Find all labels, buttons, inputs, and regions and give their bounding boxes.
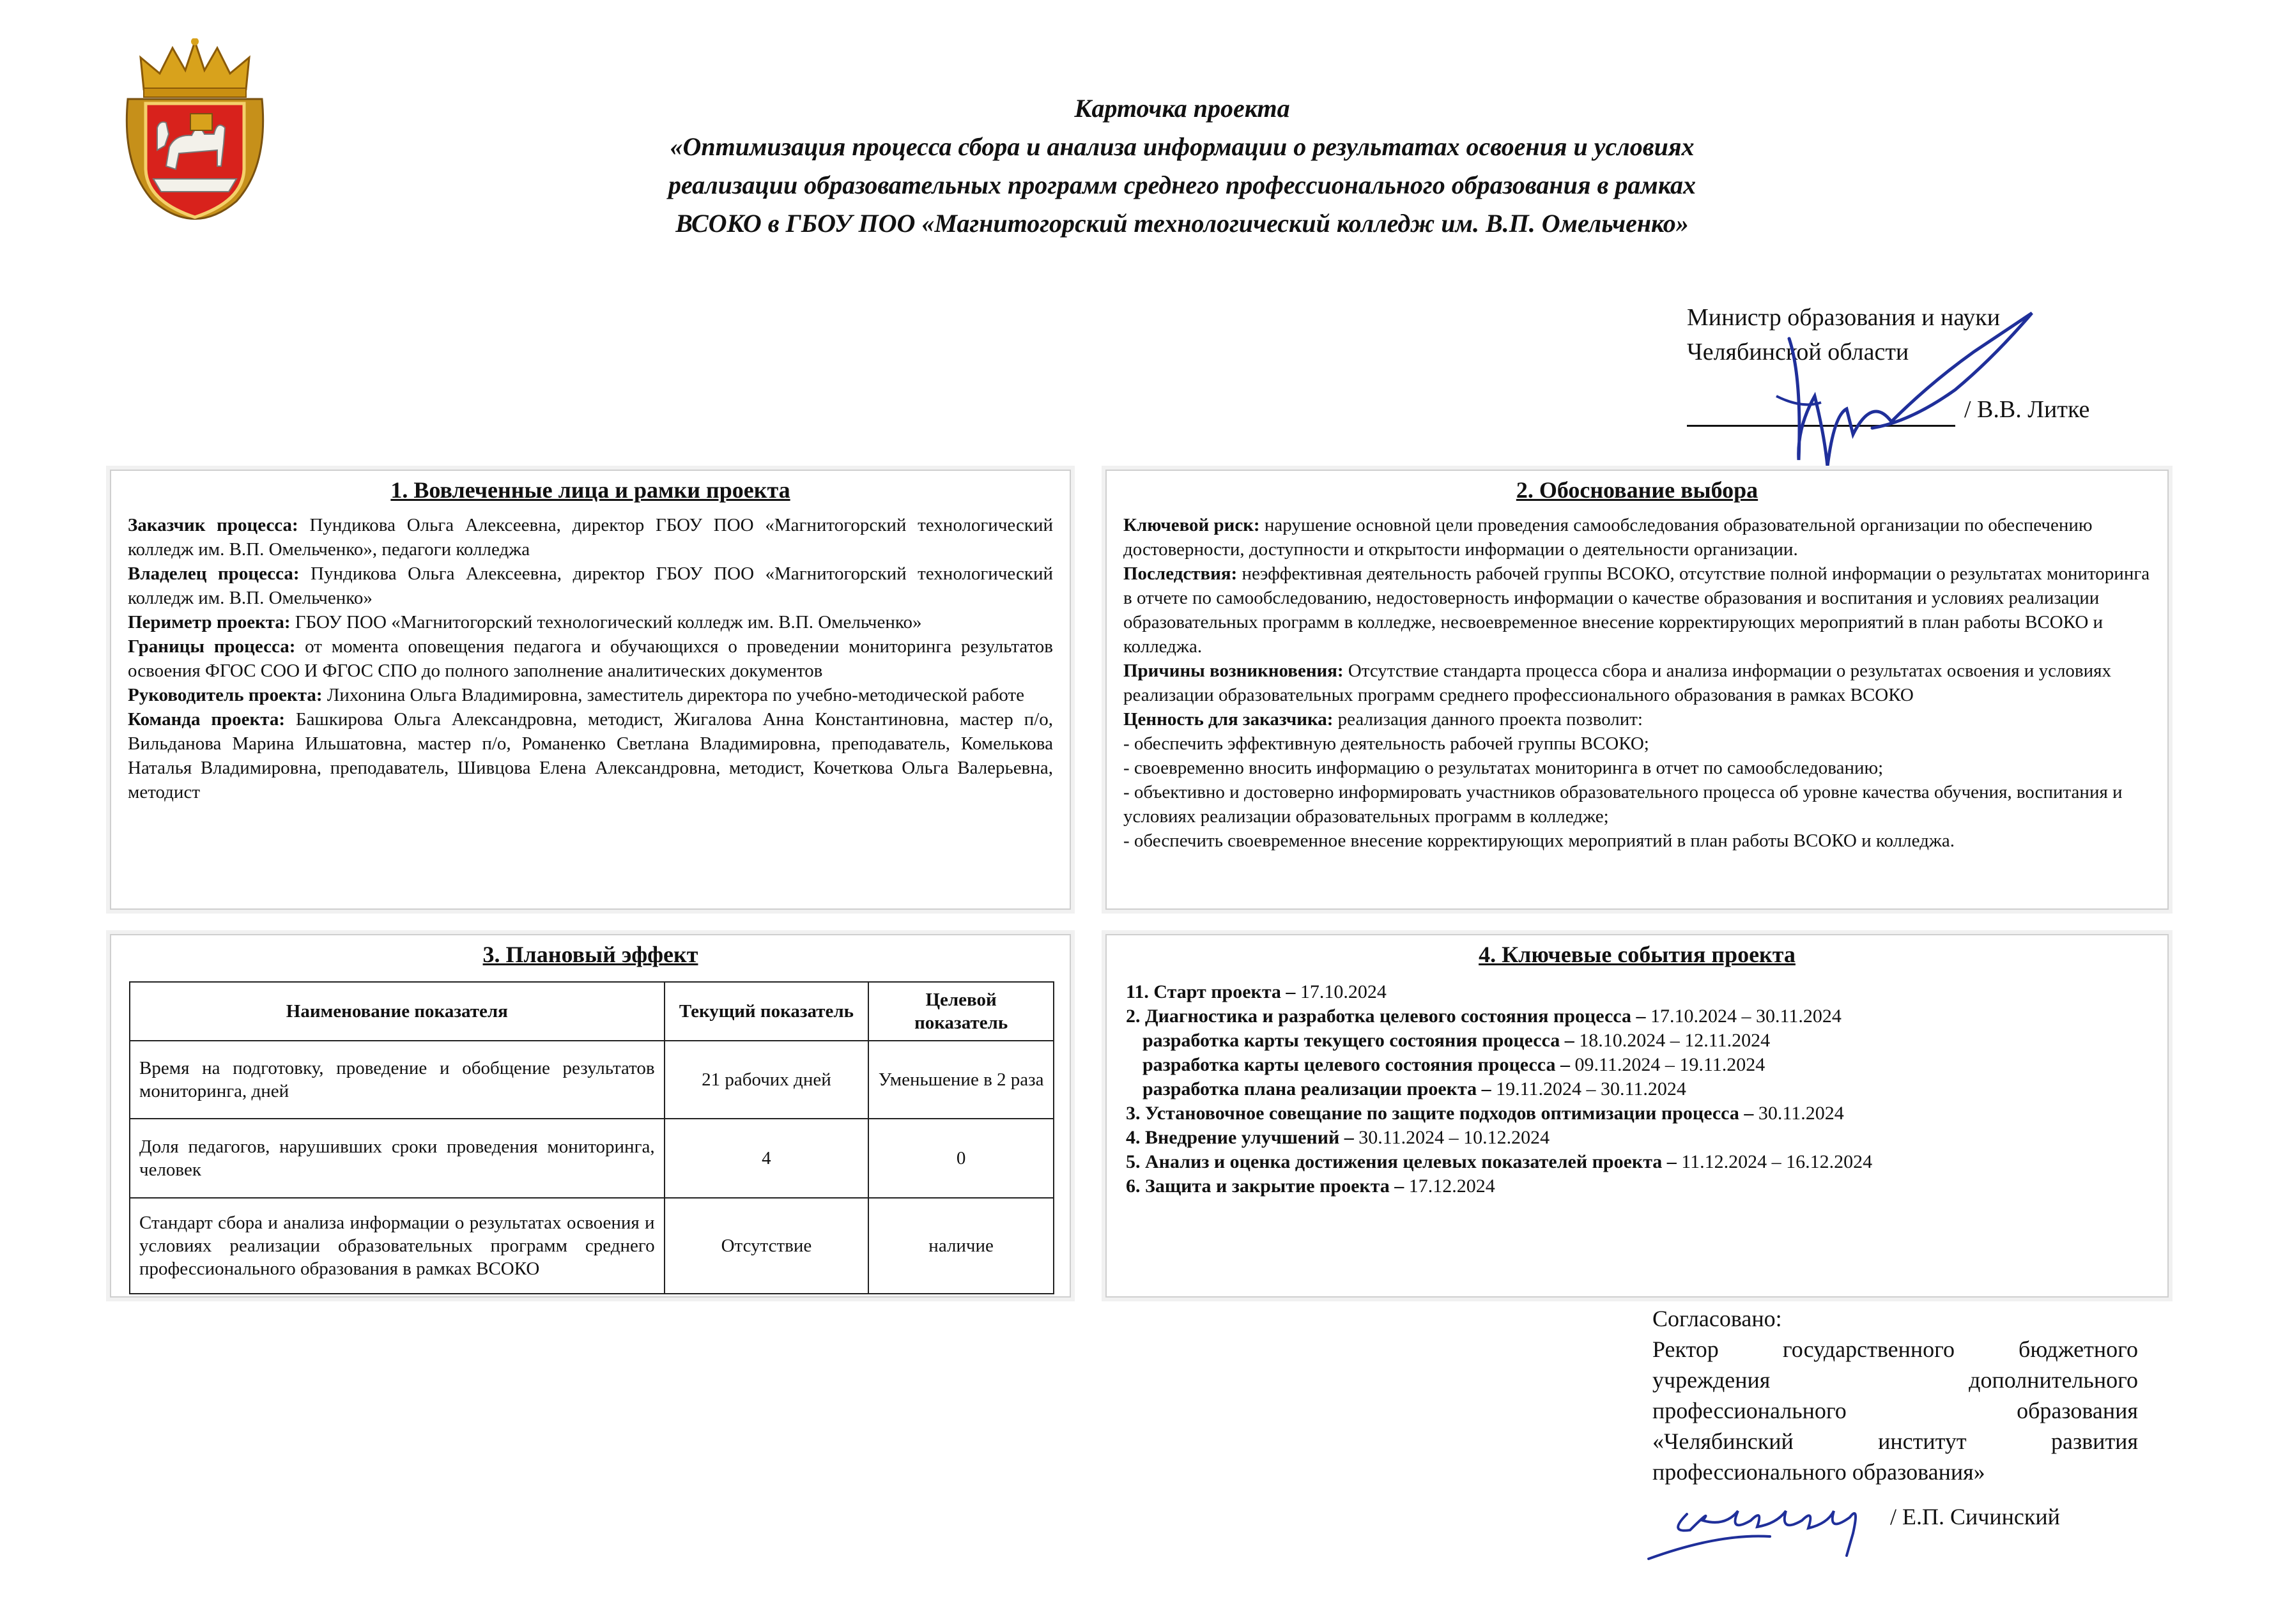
event-subitem	[1126, 1077, 2148, 1101]
document-title	[447, 89, 1917, 243]
panel2-heading: 2. Обоснование выбора	[1516, 477, 1758, 503]
approval-line: «Челябинский институт развития	[1652, 1429, 2138, 1454]
customer-text: Пундикова Ольга Алексеевна, директор ГБОУ ПОО «Магнитогорский технологический колледж им. В.П. Омельченко», педагоги колледжа	[128, 515, 1054, 560]
event-date: 17.10.2024	[1300, 981, 1387, 1002]
value-bullet: - обеспечить эффективную деятельность рабочей группы ВСОКО;	[1123, 733, 1649, 754]
value-bullet: - своевременно вносить информацию о результатах мониторинга в отчет по самообследованию;	[1123, 758, 1884, 778]
event-label: 6. Защита и закрытие проекта –	[1126, 1176, 1409, 1197]
target-value-cell: Уменьшение в 2 раза	[868, 1041, 1054, 1119]
event-label: 5. Анализ и оценка достижения целевых показателей проекта –	[1126, 1151, 1682, 1172]
customer-paragraph	[128, 513, 1053, 562]
consequences-label: Последствия:	[1123, 563, 1238, 584]
indicator-cell: Доля педагогов, нарушивших сроки проведения мониторинга, человек	[130, 1119, 665, 1198]
owner-text: Пундикова Ольга Алексеевна, директор ГБОУ ПОО «Магнитогорский технологический колледж им. В.П. Омельченко»	[128, 563, 1053, 608]
owner-paragraph	[128, 562, 1053, 610]
consequences-paragraph	[1123, 562, 2151, 659]
event-item	[1126, 1126, 2148, 1150]
table-row	[130, 1041, 1054, 1119]
causes-label: Причины возникновения:	[1123, 661, 1344, 681]
event-date: 17.10.2024 – 30.11.2024	[1650, 1006, 1842, 1027]
event-item	[1126, 1174, 2148, 1199]
customer-label: Заказчик процесса:	[128, 515, 298, 535]
consequences-text: неэффективная деятельность рабочей группы ВСОКО, отсутствие полной информации о результатах мониторинга в отчете по самообследованию, недостоверность информации о качестве образования и воспитания и условиях реализации образовательных программ в колледже, несвоевременное внесение корректирующих мероприятий в план работы ВСОКО и колледжа.	[1123, 563, 2150, 657]
lead-paragraph	[128, 683, 1053, 707]
event-date: 30.11.2024	[1758, 1103, 1844, 1124]
event-date: 30.11.2024 – 10.12.2024	[1358, 1127, 1550, 1148]
title-line-1: Карточка проекта	[1074, 94, 1290, 123]
event-item	[1126, 980, 2148, 1004]
minister-name: / В.В. Литке	[1964, 396, 2090, 423]
panel-planned-effect	[110, 934, 1071, 1298]
lead-text: Лихонина Ольга Владимировна, заместитель директора по учебно-методической работе	[322, 685, 1025, 705]
event-subitem	[1126, 1053, 2148, 1077]
team-paragraph	[128, 707, 1053, 804]
minister-title-line1: Министр образования и науки	[1687, 304, 2001, 331]
event-item	[1126, 1004, 2148, 1029]
event-date: 17.12.2024	[1408, 1176, 1495, 1197]
chelyabinsk-coat-of-arms-emblem	[115, 38, 275, 230]
events-list	[1107, 969, 2167, 1199]
indicator-cell: Стандарт сбора и анализа информации о результатах освоения и условиях реализации образовательных программ среднего профессионального образования в рамках ВСОКО	[130, 1198, 665, 1294]
approval-line-last: профессионального образования»	[1652, 1459, 1985, 1485]
column-header-target: Целевой показатель	[868, 982, 1054, 1041]
value-bullet: - обеспечить своевременное внесение корректирующих мероприятий в план работы ВСОКО и колледжа.	[1123, 831, 1955, 851]
minister-title-line2: Челябинской области	[1687, 339, 1909, 365]
column-header-indicator: Наименование показателя	[130, 982, 665, 1041]
event-subitem	[1126, 1029, 2148, 1053]
event-date: 19.11.2024 – 30.11.2024	[1496, 1078, 1686, 1099]
bounds-paragraph	[128, 634, 1053, 683]
minister-signature-handwritten	[1764, 300, 2057, 479]
team-label: Команда проекта:	[128, 709, 286, 730]
table-row	[130, 1119, 1054, 1198]
table-header-row	[130, 982, 1054, 1041]
event-item	[1126, 1101, 2148, 1126]
perimeter-paragraph	[128, 610, 1053, 634]
current-value-cell: 21 рабочих дней	[665, 1041, 869, 1119]
event-label: разработка плана реализации проекта –	[1142, 1078, 1496, 1099]
lead-label: Руководитель проекта:	[128, 685, 323, 705]
team-text: Башкирова Ольга Александровна, методист, Жигалова Анна Константиновна, мастер п/о, Вильданова Марина Ильшатовна, мастер п/о, Романенко Светлана Владимировна, преподаватель, Комелькова Наталья Владимировна, преподаватель, Шивцова Елена Александровна, методист, Кочеткова Ольга Валерьевна, методист	[128, 709, 1053, 802]
target-value-cell: наличие	[868, 1198, 1054, 1294]
panel1-heading: 1. Вовлеченные лица и рамки проекта	[390, 477, 790, 503]
current-value-cell: 4	[665, 1119, 869, 1198]
indicator-cell: Время на подготовку, проведение и обобщение результатов мониторинга, дней	[130, 1041, 665, 1119]
target-value-cell: 0	[868, 1119, 1054, 1198]
panel-stakeholders-scope	[110, 470, 1071, 910]
approval-line: учреждения дополнительного	[1652, 1367, 2138, 1393]
risk-text: нарушение основной цели проведения самообследования образовательной организации по обеспечению достоверности, доступности и открытости информации о деятельности организации.	[1123, 515, 2093, 560]
event-label: 3. Установочное совещание по защите подходов оптимизации процесса –	[1126, 1103, 1758, 1124]
panel-justification	[1105, 470, 2169, 910]
approval-line: профессионального образования	[1652, 1398, 2138, 1423]
kpi-table	[129, 981, 1054, 1294]
event-date: 09.11.2024 – 19.11.2024	[1574, 1054, 1765, 1075]
title-line-4: ВСОКО в ГБОУ ПОО «Магнитогорский технологический колледж им. В.П. Омельченко»	[675, 209, 1689, 238]
title-line-3: реализации образовательных программ среднего профессионального образования в рамках	[668, 171, 1696, 199]
column-header-current: Текущий показатель	[665, 982, 869, 1041]
event-date: 11.12.2024 – 16.12.2024	[1681, 1151, 1873, 1172]
event-item	[1126, 1150, 2148, 1174]
bounds-text: от момента оповещения педагога и обучающихся о проведении мониторинга результатов освоения ФГОС СОО И ФГОС СПО до полного заполнение аналитических документов	[128, 636, 1053, 681]
panel-key-events	[1105, 934, 2169, 1298]
perimeter-label: Периметр проекта:	[128, 612, 291, 632]
event-label: 4. Внедрение улучшений –	[1126, 1127, 1359, 1148]
bounds-label: Границы процесса:	[128, 636, 296, 657]
value-bullet: - объективно и достоверно информировать участников образовательного процесса об уровне качества обучения, воспитания и условиях реализации образовательных программ в колледже;	[1123, 782, 2123, 827]
rector-name: / Е.П. Сичинский	[1890, 1504, 2060, 1529]
table-row	[130, 1198, 1054, 1294]
value-text: реализация данного проекта позволит:	[1333, 709, 1643, 730]
approval-line: Ректор государственного бюджетного	[1652, 1337, 2138, 1362]
owner-label: Владелец процесса:	[128, 563, 300, 584]
panel4-heading: 4. Ключевые события проекта	[1479, 942, 1796, 967]
causes-paragraph	[1123, 659, 2151, 707]
title-line-2: «Оптимизация процесса сбора и анализа информации о результатах освоения и условиях	[670, 132, 1695, 161]
agreed-label: Согласовано:	[1652, 1306, 1782, 1331]
panel3-heading: 3. Плановый эффект	[482, 942, 698, 967]
perimeter-text: ГБОУ ПОО «Магнитогорский технологический колледж им. В.П. Омельченко»	[290, 612, 922, 632]
value-paragraph	[1123, 707, 2151, 732]
event-label: разработка карты текущего состояния процесса –	[1142, 1030, 1580, 1051]
value-label: Ценность для заказчика:	[1123, 709, 1334, 730]
rector-signature-handwritten	[1642, 1476, 1885, 1565]
event-label: 2. Диагностика и разработка целевого состояния процесса –	[1126, 1006, 1650, 1027]
risk-paragraph	[1123, 513, 2151, 562]
event-label: 11. Старт проекта –	[1126, 981, 1300, 1002]
event-date: 18.10.2024 – 12.11.2024	[1579, 1030, 1771, 1051]
causes-text: Отсутствие стандарта процесса сбора и анализа информации о результатах освоения и условиях реализации образовательных программ среднего профессионального образования в рамках ВСОКО	[1123, 661, 2111, 705]
current-value-cell: Отсутствие	[665, 1198, 869, 1294]
event-label: разработка карты целевого состояния процесса –	[1142, 1054, 1575, 1075]
rector-approval-block	[1652, 1303, 2138, 1487]
risk-label: Ключевой риск:	[1123, 515, 1260, 535]
